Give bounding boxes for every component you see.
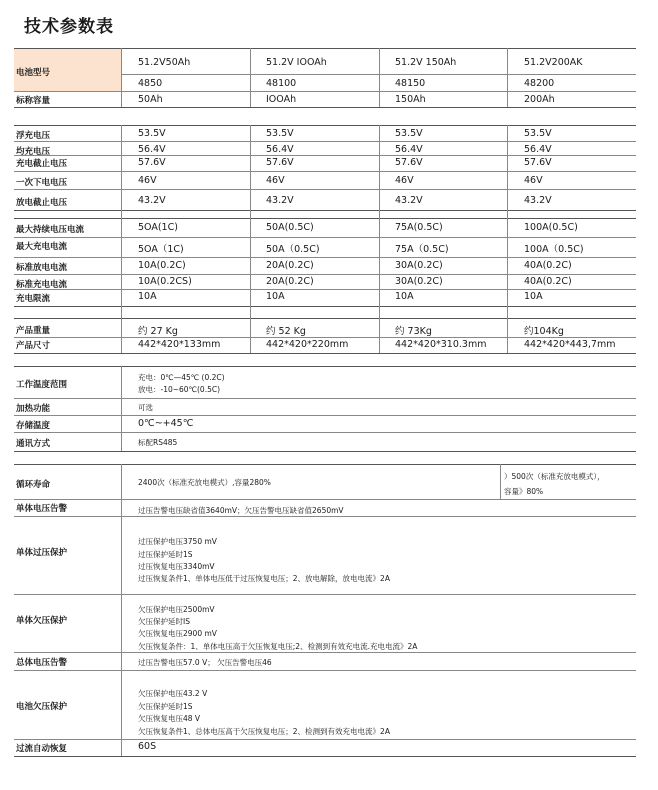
comm-label: 通讯方式 — [16, 439, 51, 449]
current-value: 75A(0.5C) — [395, 222, 443, 233]
voltage-value: 46V — [138, 175, 157, 186]
pack-uv-line: 欠压保护电压43.2 V — [138, 689, 208, 698]
voltage-label: 放电截止电压 — [16, 198, 68, 208]
rule — [14, 171, 636, 172]
col-divider — [500, 464, 501, 499]
physical-value: 约 52 Kg — [266, 326, 306, 337]
model-name: 51.2V50Ah — [138, 57, 191, 68]
voltage-value: 57.6V — [395, 157, 423, 168]
physical-value: 442*420*133mm — [138, 339, 221, 350]
cell-uv-line: 欠压保护延时IS — [138, 617, 190, 626]
cycle-alt: 容量》80% — [504, 487, 544, 496]
voltage-value: 56.4V — [138, 144, 166, 155]
col-divider — [121, 366, 122, 451]
col-divider — [379, 48, 380, 107]
heating-value: 可选 — [138, 403, 153, 412]
col-divider — [250, 125, 251, 353]
voltage-value: 57.6V — [524, 157, 552, 168]
temp-charge: 充电：0℃—45℃ (0.2C) — [138, 373, 225, 382]
voltage-value: 53.5V — [138, 128, 166, 139]
model-code: 48100 — [266, 78, 297, 89]
col-divider — [121, 125, 122, 353]
current-value: 10A — [266, 291, 285, 302]
voltage-label: 均充电压 — [16, 147, 51, 157]
voltage-value: 43.2V — [524, 195, 552, 206]
cell-uv-line: 欠压恢复条件：1、单体电压高于欠压恢复电压;2、检测到有效充电流.充电电流》2A — [138, 642, 418, 651]
current-value: 10A — [524, 291, 543, 302]
current-label: 最大持续电压电流 — [16, 225, 85, 235]
storage-label: 存储温度 — [16, 421, 51, 431]
current-value: 30A(0.2C) — [395, 260, 443, 271]
pack-uv-line: 欠压恢复电压48 V — [138, 714, 201, 723]
voltage-value: 43.2V — [395, 195, 423, 206]
current-value: 50A（0.5C) — [266, 244, 320, 255]
heating-label: 加热功能 — [16, 404, 51, 414]
rule — [14, 670, 636, 671]
physical-value: 442*420*443,7mm — [524, 339, 616, 350]
rule — [14, 237, 636, 238]
rule — [14, 516, 636, 517]
current-value: 5OA（1C) — [138, 244, 184, 255]
rule — [14, 415, 636, 416]
rule — [14, 464, 636, 465]
current-value: 20A(0.2C) — [266, 276, 314, 287]
pack-uv-line: 欠压恢复条件1、总体电压高于欠压恢复电压；2、检测到有效充电电流》2A — [138, 727, 390, 736]
voltage-value: 57.6V — [138, 157, 166, 168]
page-title: 技术参数表 — [24, 17, 114, 37]
pack-uv-label: 电池欠压保护 — [16, 702, 68, 712]
rule — [14, 274, 636, 275]
current-value: 75A（0.5C) — [395, 244, 449, 255]
oc-label: 过流自动恢复 — [16, 744, 68, 754]
rule — [14, 141, 636, 142]
rule — [14, 218, 636, 219]
current-label: 充电限流 — [16, 294, 51, 304]
oc-value: 60S — [138, 741, 157, 752]
rule — [14, 210, 636, 211]
rule — [14, 739, 636, 740]
voltage-value: 43.2V — [138, 195, 166, 206]
voltage-value: 46V — [395, 175, 414, 186]
cell-uv-line: 欠压恢复电压2900 mV — [138, 629, 217, 638]
physical-value: 约104Kg — [524, 326, 564, 337]
rule — [14, 398, 636, 399]
voltage-value: 46V — [266, 175, 285, 186]
cell-ov-line: 过压保护延时1S — [138, 550, 193, 559]
current-value: 10A(0.2C) — [138, 260, 186, 271]
current-value: 10A(0.2CS) — [138, 276, 192, 287]
cycle-label: 循环寿命 — [16, 480, 51, 490]
physical-value: 442*420*220mm — [266, 339, 349, 350]
rule — [14, 366, 636, 367]
voltage-value: 53.5V — [266, 128, 294, 139]
current-value: 100A（0.5C) — [524, 244, 584, 255]
voltage-value: 53.5V — [395, 128, 423, 139]
voltage-label: 充电截止电压 — [16, 159, 68, 169]
model-code: 48150 — [395, 78, 426, 89]
model-label: 电池型号 — [16, 68, 51, 78]
current-value: 100A(0.5C) — [524, 222, 578, 233]
cell-alarm-label: 单体电压告警 — [16, 504, 68, 514]
current-label: 标准充电电流 — [16, 280, 68, 290]
cell-uv-label: 单体欠压保护 — [16, 616, 68, 626]
model-code: 4850 — [138, 78, 163, 89]
voltage-value: 46V — [524, 175, 543, 186]
rule — [14, 48, 636, 49]
voltage-value: 56.4V — [266, 144, 294, 155]
col-divider — [121, 48, 122, 107]
voltage-value: 56.4V — [524, 144, 552, 155]
rule — [14, 155, 636, 156]
rule — [14, 189, 636, 190]
rule — [14, 337, 636, 338]
voltage-label: 浮充电压 — [16, 131, 51, 141]
pack-uv-line: 欠压保护延时1S — [138, 702, 193, 711]
model-name: 51.2V IOOAh — [266, 57, 327, 68]
current-value: 20A(0.2C) — [266, 260, 314, 271]
current-value: 40A(0.2C) — [524, 260, 572, 271]
col-divider — [121, 464, 122, 756]
total-alarm-label: 总体电压告警 — [16, 658, 68, 668]
voltage-value: 56.4V — [395, 144, 423, 155]
voltage-value: 43.2V — [266, 195, 294, 206]
temp-label: 工作温度范围 — [16, 380, 68, 390]
voltage-label: 一次下电电压 — [16, 178, 68, 188]
physical-value: 约 27 Kg — [138, 326, 178, 337]
capacity-value: 200Ah — [524, 94, 555, 105]
current-value: 50A(0.5C) — [266, 222, 314, 233]
col-divider — [250, 48, 251, 107]
cycle-alt: ）500次（标准充放电模式）， — [504, 472, 605, 481]
cell-ov-line: 过压恢复条件1、单体电压低于过压恢复电压；2、放电解除，放电电流》2A — [138, 574, 390, 583]
voltage-value: 57.6V — [266, 157, 294, 168]
rule — [14, 756, 636, 757]
voltage-value: 53.5V — [524, 128, 552, 139]
current-value: 40A(0.2C) — [524, 276, 572, 287]
physical-label: 产品尺寸 — [16, 341, 51, 351]
physical-value: 约 73Kg — [395, 326, 432, 337]
total-alarm-value: 过压告警电压57.0 V； 欠压告警电压46 — [138, 658, 272, 667]
cycle-value: 2400次（标准充放电模式）,容量280% — [138, 478, 271, 487]
current-value: 5OA(1C) — [138, 222, 178, 233]
current-value: 30A(0.2C) — [395, 276, 443, 287]
cell-ov-line: 过压保护电压3750 mV — [138, 537, 217, 546]
temp-discharge: 放电：-10~60℃(0.5C) — [138, 385, 221, 394]
col-divider — [507, 125, 508, 353]
model-name: 51.2V200AK — [524, 57, 583, 68]
rule — [14, 257, 636, 258]
model-code: 48200 — [524, 78, 555, 89]
cell-alarm-value: 过压告警电压缺省值3640mV；欠压告警电压缺省值2650mV — [138, 506, 344, 515]
col-divider — [379, 125, 380, 353]
rule — [14, 107, 636, 108]
capacity-value: 50Ah — [138, 94, 163, 105]
current-label: 标准放电电流 — [16, 263, 68, 273]
rule — [14, 432, 636, 433]
rule — [14, 306, 636, 307]
rule — [14, 594, 636, 595]
capacity-label: 标称容量 — [16, 96, 51, 106]
rule — [14, 289, 636, 290]
cell-uv-line: 欠压保护电压2500mV — [138, 605, 215, 614]
cell-ov-label: 单体过压保护 — [16, 548, 68, 558]
rule — [14, 125, 636, 126]
model-name: 51.2V 150Ah — [395, 57, 457, 68]
rule — [14, 353, 636, 354]
capacity-value: 150Ah — [395, 94, 426, 105]
comm-value: 标配RS485 — [138, 438, 178, 447]
physical-label: 产品重量 — [16, 326, 51, 336]
col-divider — [507, 48, 508, 107]
rule — [14, 451, 636, 452]
rule — [14, 499, 636, 500]
cell-ov-line: 过压恢复电压3340mV — [138, 562, 215, 571]
rule — [14, 318, 636, 319]
physical-value: 442*420*310.3mm — [395, 339, 487, 350]
current-value: 10A — [138, 291, 157, 302]
current-label: 最大充电电流 — [16, 242, 68, 252]
rule — [14, 91, 636, 92]
current-value: 10A — [395, 291, 414, 302]
capacity-value: IOOAh — [266, 94, 297, 105]
storage-value: 0℃~+45℃ — [138, 418, 194, 429]
rule — [14, 652, 636, 653]
